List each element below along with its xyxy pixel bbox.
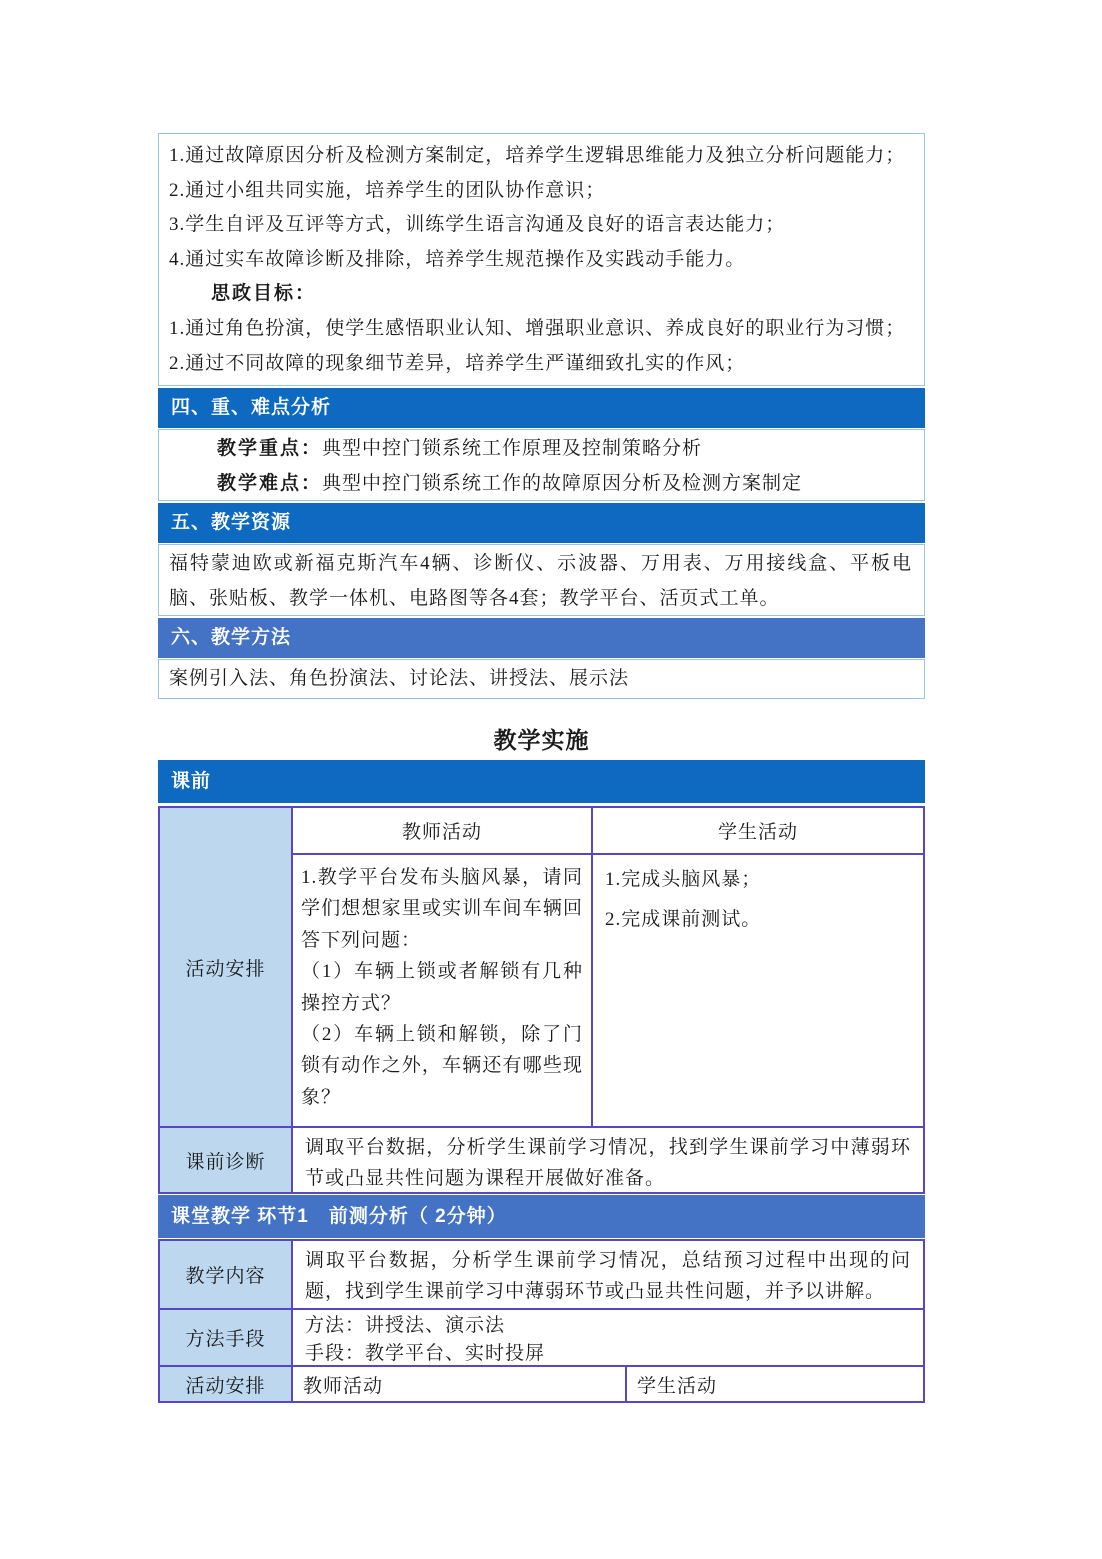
diagnosis-label-cell: 课前诊断 xyxy=(160,1128,293,1192)
activity2-teacher-header: 教师活动 xyxy=(303,1375,384,1397)
difficulty-line xyxy=(217,467,914,501)
key-point-line xyxy=(217,432,914,467)
section4-header-bar: 四、重、难点分析 xyxy=(158,388,925,428)
activity2-student-header: 学生活动 xyxy=(625,1367,923,1401)
student-activity-cell xyxy=(591,855,923,1126)
lesson1-method-row xyxy=(158,1308,925,1367)
student-activity-paragraph: 1.完成头脑风暴； xyxy=(605,869,762,890)
student-activity-paragraph: 2.完成课前测试。 xyxy=(605,909,762,931)
section6-header-bar: 六、教学方法 xyxy=(158,618,925,658)
method-label-cell: 方法手段 xyxy=(160,1310,293,1365)
activity-grid xyxy=(293,808,923,1126)
teacher-activity-cell xyxy=(293,855,591,1126)
objective-item: 3.学生自评及互评等方式，训练学生语言沟通及良好的语言表达能力； xyxy=(169,214,786,236)
objectives-cell xyxy=(158,133,925,386)
objective-item: 4.通过实车故障诊断及排除，培养学生规范操作及实践动手能力。 xyxy=(169,248,746,270)
activity-label-cell: 活动安排 xyxy=(160,808,293,1126)
difficulty-text: 典型中控门锁系统工作的故障原因分析及检测方案制定 xyxy=(322,472,803,494)
document-body xyxy=(158,133,925,1403)
lesson1-header-bar: 课堂教学 环节1 前测分析（ 2分钟） xyxy=(158,1195,925,1238)
key-point-label: 教学重点： xyxy=(217,438,323,459)
implementation-table xyxy=(158,760,925,1403)
diagnosis-text-cell: 调取平台数据，分析学生课前学习情况，找到学生课前学习中薄弱环节或凸显共性问题为课程开展做好准备。 xyxy=(305,1137,911,1189)
overview-table xyxy=(158,133,925,699)
teacher-activity-paragraph: 1.教学平台发布头脑风暴，请同学们想想家里或实训车间车辆回答下列问题： xyxy=(301,867,583,951)
activity2-label-cell: 活动安排 xyxy=(160,1367,293,1401)
lesson1-content-row xyxy=(158,1239,925,1310)
ideology-heading: 思政目标： xyxy=(211,283,317,305)
lesson1-activity-row xyxy=(158,1365,925,1403)
student-column-header: 学生活动 xyxy=(591,808,923,853)
methods-cell: 案例引入法、角色扮演法、讨论法、讲授法、展示法 xyxy=(158,659,925,699)
pre-class-activity-section xyxy=(158,806,925,1128)
teacher-activity-paragraph: （1）车辆上锁或者解锁有几种操控方式？ xyxy=(301,961,583,1014)
activity-grid-body xyxy=(293,855,923,1126)
section5-header-bar: 五、教学资源 xyxy=(158,503,925,543)
method-text-cell xyxy=(293,1310,923,1365)
keypoints-cell xyxy=(158,429,925,501)
ideology-item: 1.通过角色扮演，使学生感悟职业认知、增强职业意识、养成良好的职业行为习惯； xyxy=(169,317,906,339)
objective-item: 2.通过小组共同实施，培养学生的团队协作意识； xyxy=(169,179,606,201)
method-line: 方法：讲授法、演示法 xyxy=(305,1315,506,1336)
ideology-item: 2.通过不同故障的现象细节差异，培养学生严谨细致扎实的作风； xyxy=(169,352,746,374)
teacher-activity-paragraph: （2）车辆上锁和解锁，除了门锁有动作之外，车辆还有哪些现象？ xyxy=(301,1024,583,1108)
content-text-cell: 调取平台数据，分析学生课前学习情况，总结预习过程中出现的问题，找到学生课前学习中薄弱环节或凸显共性问题，并予以讲解。 xyxy=(305,1250,911,1302)
implementation-title: 教学实施 xyxy=(493,727,590,753)
content-label-cell: 教学内容 xyxy=(160,1241,293,1308)
objective-item: 1.通过故障原因分析及检测方案制定，培养学生逻辑思维能力及独立分析问题能力； xyxy=(169,145,906,166)
activity-grid-header xyxy=(293,808,923,855)
teacher-column-header: 教师活动 xyxy=(401,822,482,843)
difficulty-label: 教学难点： xyxy=(217,472,323,494)
method-line: 手段：教学平台、实时投屏 xyxy=(305,1343,546,1364)
pre-class-header-bar: 课前 xyxy=(158,760,925,803)
key-point-text: 典型中控门锁系统工作原理及控制策略分析 xyxy=(322,438,703,459)
pre-class-diagnosis-row xyxy=(158,1126,925,1194)
resources-cell: 福特蒙迪欧或新福克斯汽车4辆、诊断仪、示波器、万用表、万用接线盒、平板电脑、张贴板、教学一体机、电路图等各4套；教学平台、活页式工单。 xyxy=(158,544,925,616)
